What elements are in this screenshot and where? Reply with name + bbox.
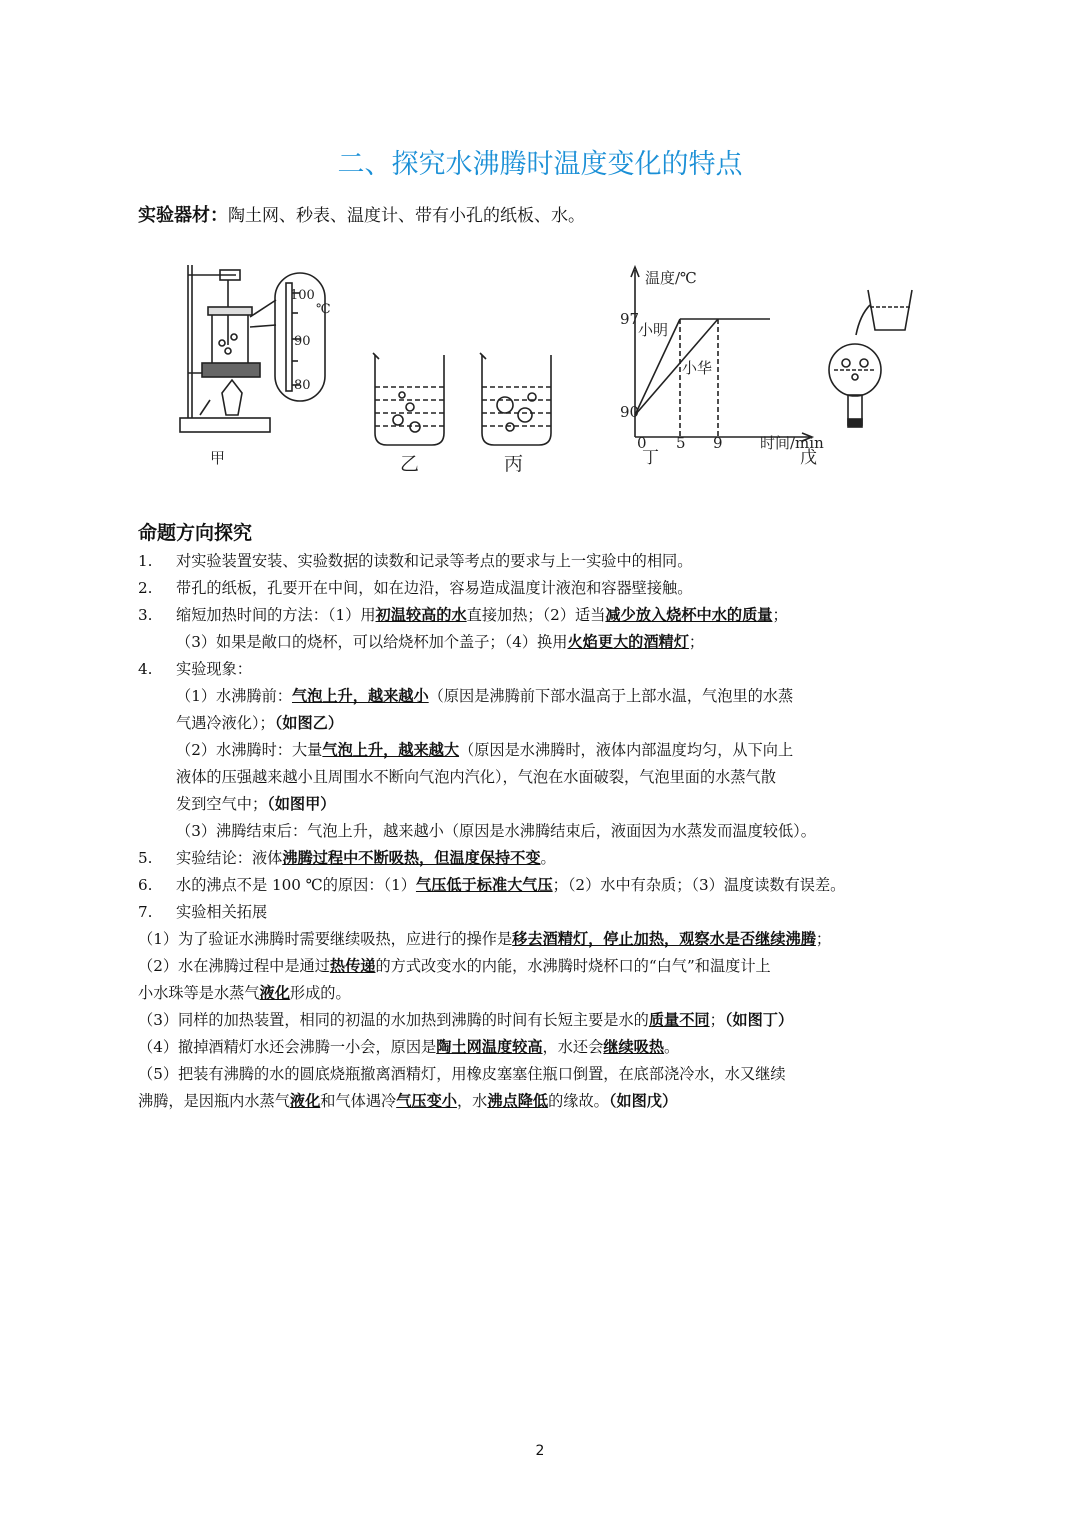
thermo-90-label: 90 — [294, 334, 311, 349]
item-5: 5. 实验结论：液体沸腾过程中不断吸热，但温度保持不变。 — [138, 849, 556, 867]
materials-line — [138, 201, 585, 227]
item-4-p3: （3）沸腾结束后：气泡上升，越来越小（原因是水沸腾结束后，液面因为水蒸发而温度较低）。 — [176, 822, 816, 840]
materials-text: 陶土网、秒表、温度计、带有小孔的纸板、水。 — [228, 206, 585, 226]
experiment-figures — [170, 255, 930, 480]
item-7-e3: （3）同样的加热装置，相同的初温的水加热到沸腾的时间有长短主要是水的质量不同；（如图丁） — [138, 1011, 794, 1029]
item-6: 6. 水的沸点不是 100 ℃的原因：（1）气压低于标准大气压；（2）水中有杂质；（3）温度读数有误差。 — [138, 876, 846, 894]
graph-tick-97: 97 — [620, 310, 640, 328]
thermo-unit-label: ℃ — [316, 302, 331, 317]
item-3: 3. 缩短加热时间的方法：（1）用初温较高的水直接加热；（2）适当减少放入烧杯中水的质量； — [138, 606, 788, 624]
beaker-bing — [480, 353, 551, 445]
thermo-100-label: 100 — [290, 288, 315, 303]
page-title: 二、探究水沸腾时温度变化的特点 — [337, 149, 743, 180]
graph-tick-9: 9 — [713, 434, 723, 452]
item-4: 4. 实验现象： — [138, 660, 252, 678]
graph-y-label: 温度/℃ — [645, 269, 697, 287]
item-1: 1. 对实验装置安装、实验数据的读数和记录等考点的要求与上一实验中的相同。 — [138, 552, 693, 570]
item-2: 2. 带孔的纸板，孔要开在中间，如在边沿，容易造成温度计液泡和容器壁接触。 — [138, 579, 693, 597]
label-ding: 丁 — [642, 448, 659, 468]
item-7-e2: （2）水在沸腾过程中是通过热传递的方式改变水的内能，水沸腾时烧杯口的“白气”和温度计上 — [138, 957, 771, 975]
graph-tick-90: 90 — [620, 403, 640, 421]
item-7: 7. 实验相关拓展 — [138, 903, 268, 921]
item-4-p2: （2）水沸腾时：大量气泡上升，越来越大（原因是水沸腾时，液体内部温度均匀，从下向上 — [176, 741, 794, 759]
graph-x-label: 时间/min — [760, 434, 824, 452]
series-b-label: 小华 — [682, 359, 713, 377]
item-7-e4: （4）撤掉酒精灯水还会沸腾一小会，原因是陶土网温度较高，水还会继续吸热。 — [138, 1038, 680, 1056]
page-number: 2 — [535, 1443, 545, 1459]
item-7-e1: （1）为了验证水沸腾时需要继续吸热，应进行的操作是移去酒精灯，停止加热，观察水是否继续沸腾； — [138, 930, 832, 948]
item-3-cont: （3）如果是敞口的烧杯，可以给烧杯加个盖子；（4）换用火焰更大的酒精灯； — [176, 633, 705, 651]
label-bing: 丙 — [504, 453, 524, 475]
thermo-80-label: 80 — [294, 378, 311, 393]
beaker-yi — [373, 353, 444, 445]
series-a-label: 小明 — [638, 321, 669, 339]
item-4-p2-cont: 液体的压强越来越小且周围水不断向气泡内汽化），气泡在水面破裂，气泡里面的水蒸气散 — [176, 768, 776, 786]
figures-svg — [170, 255, 930, 480]
graph-tick-0: 0 — [637, 434, 647, 452]
label-wu: 戊 — [800, 448, 817, 468]
section-heading: 命题方向探究 — [138, 522, 253, 544]
flask-wu — [829, 290, 912, 427]
item-4-p1-cont: 气遇冷液化）；（如图乙） — [176, 714, 344, 732]
content-body — [138, 548, 946, 1115]
label-jia: 甲 — [210, 449, 226, 467]
item-7-e5-cont: 沸腾，是因瓶内水蒸气液化和气体遇冷气压变小，水沸点降低的缘故。（如图戊） — [138, 1092, 678, 1110]
temperature-graph-ding — [631, 267, 812, 441]
graph-tick-5: 5 — [676, 434, 686, 452]
item-7-e5: （5）把装有沸腾的水的圆底烧瓶撤离酒精灯，用橡皮塞塞住瓶口倒置，在底部浇冷水，水又继续 — [138, 1065, 786, 1083]
materials-label: 实验器材： — [138, 205, 228, 226]
label-yi: 乙 — [400, 453, 420, 475]
item-4-p1: （1）水沸腾前：气泡上升，越来越小（原因是沸腾前下部水温高于上部水温，气泡里的水蒸 — [176, 687, 794, 705]
item-4-p2-cont2: 发到空气中；（如图甲） — [176, 795, 336, 813]
item-7-e2-cont: 小水珠等是水蒸气液化形成的。 — [138, 984, 351, 1002]
